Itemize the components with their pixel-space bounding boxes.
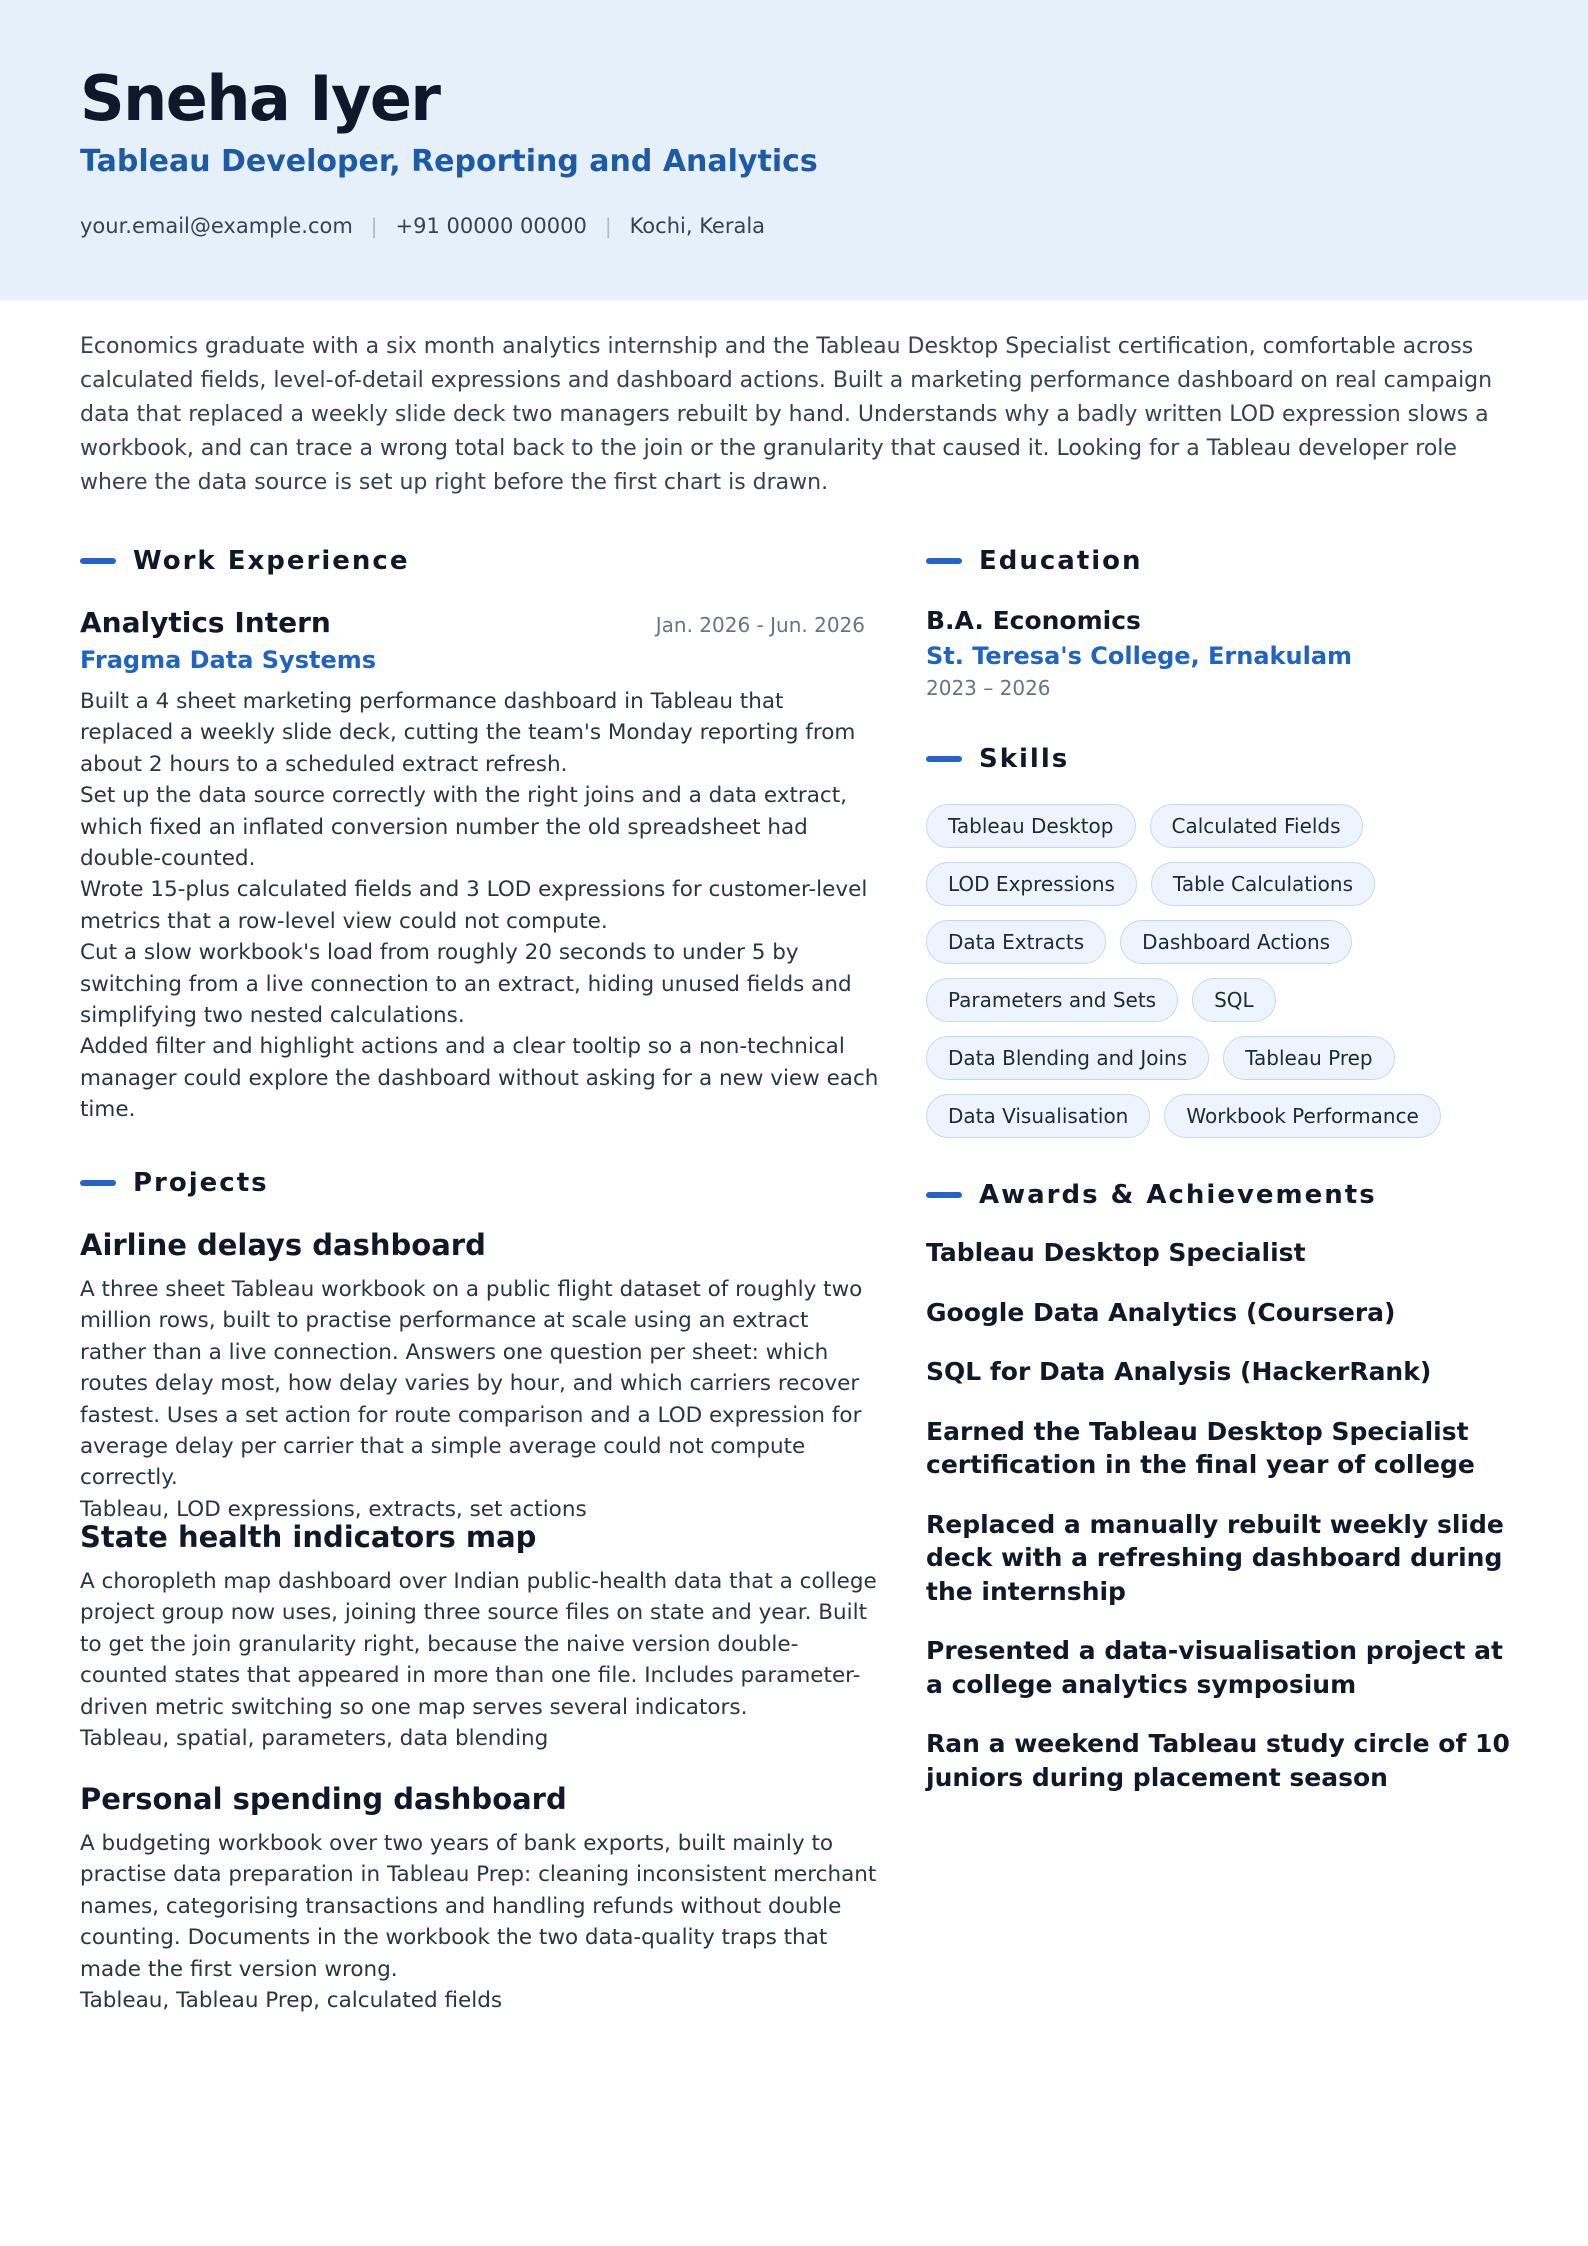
award-item: Ran a weekend Tableau study circle of 10 juniors during placement season xyxy=(926,1729,1510,1792)
skill-tag: Workbook Performance xyxy=(1164,1094,1441,1138)
education-years: 2023 – 2026 xyxy=(926,676,1051,700)
skill-row xyxy=(926,1094,1526,1138)
award-item: SQL for Data Analysis (HackerRank) xyxy=(926,1357,1432,1386)
project-tools: Tableau, LOD expressions, extracts, set actions xyxy=(80,1496,587,1522)
section-title-label: Work Experience xyxy=(133,546,410,576)
award-item: Google Data Analytics (Coursera) xyxy=(926,1297,1396,1327)
project-title: Personal spending dashboard xyxy=(80,1782,567,1816)
award-item: Presented a data-visualisation project at a college analytics symposium xyxy=(926,1636,1504,1699)
education-degree: B.A. Economics xyxy=(926,606,1141,635)
skill-tag: Data Visualisation xyxy=(926,1094,1150,1138)
section-accent-bar xyxy=(926,558,962,564)
skill-tag: LOD Expressions xyxy=(926,862,1137,906)
skill-tag: Table Calculations xyxy=(1151,862,1375,906)
project-title: State health indicators map xyxy=(80,1520,537,1554)
skill-row xyxy=(926,920,1526,964)
section-title-skills xyxy=(926,744,1069,774)
skill-tag: Tableau Desktop xyxy=(926,804,1136,848)
skill-tag: SQL xyxy=(1192,978,1276,1022)
summary: Economics graduate with a six month analytics internship and the Tableau Desktop Specialist certification, comfortable across calculated fields, level-of-detail expressions and dashboard actions. Built a marketing performance dashboard on real campaign data that replaced a weekly slide deck two managers rebuilt by hand. Understands why a badly written LOD expression slows a workbook, and can trace a wrong total back to the join or the granularity that caused it. Looking for a Tableau developer role where the data source is set up right before the first chart is drawn. xyxy=(80,334,1493,495)
job-bullet: Cut a slow workbook's load from roughly 20 seconds to under 5 by switching from a live connection to an extract, hiding unused fields and simplifying two nested calculations. xyxy=(80,940,852,1029)
project-tools: Tableau, spatial, parameters, data blending xyxy=(80,1726,549,1752)
award-item: Earned the Tableau Desktop Specialist certification in the final year of college xyxy=(926,1416,1475,1479)
awards-list xyxy=(926,1236,1516,1820)
job-bullets xyxy=(80,686,880,1126)
section-title-projects xyxy=(80,1168,269,1198)
section-title-education xyxy=(926,546,1143,576)
job-header xyxy=(80,606,865,639)
job-company: Fragma Data Systems xyxy=(80,646,377,674)
job-bullet: Wrote 15-plus calculated fields and 3 LOD expressions for customer-level metrics that a row-level view could not compute. xyxy=(80,877,868,934)
contact-separator: | xyxy=(604,214,612,238)
headline: Tableau Developer, Reporting and Analytics xyxy=(80,144,818,179)
skill-row xyxy=(926,978,1526,1022)
skill-row xyxy=(926,862,1526,906)
section-title-label: Education xyxy=(979,546,1143,576)
skill-tag: Data Extracts xyxy=(926,920,1106,964)
project-description xyxy=(80,1828,880,2016)
section-title-label: Awards & Achievements xyxy=(979,1180,1377,1210)
job-title: Analytics Intern xyxy=(80,606,331,639)
section-accent-bar xyxy=(80,558,116,564)
skill-tag: Data Blending and Joins xyxy=(926,1036,1209,1080)
section-title-awards xyxy=(926,1180,1377,1210)
skill-row xyxy=(926,1036,1526,1080)
skill-tag: Dashboard Actions xyxy=(1120,920,1352,964)
job-dates: Jan. 2026 - Jun. 2026 xyxy=(655,613,865,637)
contact-line xyxy=(80,214,765,238)
award-item: Replaced a manually rebuilt weekly slide deck with a refreshing dashboard during the internship xyxy=(926,1509,1504,1606)
project-description xyxy=(80,1566,880,1754)
job-bullet: Set up the data source correctly with the right joins and a data extract, which fixed an inflated conversion number the old spreadsheet had double-counted. xyxy=(80,783,848,872)
contact-separator: | xyxy=(370,214,378,238)
section-title-experience xyxy=(80,546,409,576)
section-accent-bar xyxy=(926,1192,962,1198)
phone[interactable]: +91 00000 00000 xyxy=(395,214,587,238)
education-school: St. Teresa's College, Ernakulam xyxy=(926,642,1353,670)
location: Kochi, Kerala xyxy=(629,214,766,238)
candidate-name: Sneha Iyer xyxy=(80,62,440,135)
skill-tag: Tableau Prep xyxy=(1223,1036,1395,1080)
section-accent-bar xyxy=(80,1180,116,1186)
job-bullet: Built a 4 sheet marketing performance dashboard in Tableau that replaced a weekly slide deck, cutting the team's Monday reporting from about 2 hours to a scheduled extract refresh. xyxy=(80,689,856,777)
project-description-text: A budgeting workbook over two years of bank exports, built mainly to practise data preparation in Tableau Prep: cleaning inconsistent merchant names, categorising transactions and handling refunds without double counting. Documents in the workbook the two data-quality traps that made the first version wrong. xyxy=(80,1831,877,1982)
email[interactable]: your.email@example.com xyxy=(80,214,353,238)
section-title-label: Projects xyxy=(133,1168,269,1198)
project-description-text: A choropleth map dashboard over Indian public-health data that a college project group now uses, joining three source files on state and year. Built to get the join granularity right, because the naive version double-counted states that appeared in more than one file. Includes parameter-driven metric switching so one map serves several indicators. xyxy=(80,1569,877,1720)
award-item: Tableau Desktop Specialist xyxy=(926,1238,1306,1267)
section-accent-bar xyxy=(926,756,962,762)
section-title-label: Skills xyxy=(979,744,1070,774)
skill-tag: Parameters and Sets xyxy=(926,978,1178,1022)
skill-row xyxy=(926,804,1526,848)
skill-tag: Calculated Fields xyxy=(1150,804,1363,848)
skills-list xyxy=(926,804,1526,1152)
header-banner xyxy=(0,0,1588,300)
project-description xyxy=(80,1274,880,1525)
project-tools: Tableau, Tableau Prep, calculated fields xyxy=(80,1988,503,2014)
project-description-text: A three sheet Tableau workbook on a public flight dataset of roughly two million rows, built to practise performance at scale using an extract rather than a live connection. Answers one question per sheet: which routes delay most, how delay varies by hour, and which carriers recover fastest. Uses a set action for route comparison and a LOD expression for average delay per carrier that a simple average could not compute correctly. xyxy=(80,1277,863,1491)
project-title: Airline delays dashboard xyxy=(80,1228,486,1262)
job-bullet: Added filter and highlight actions and a clear tooltip so a non-technical manager could explore the dashboard without asking for a new view each time. xyxy=(80,1034,879,1123)
